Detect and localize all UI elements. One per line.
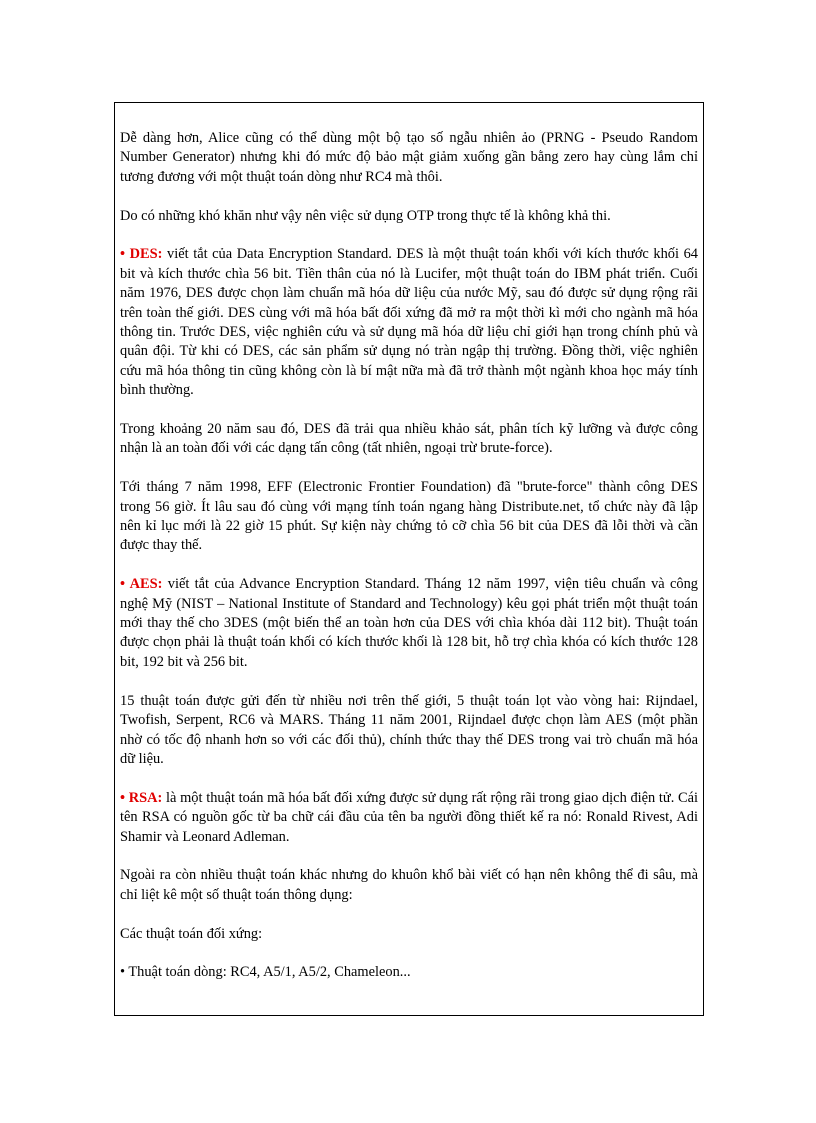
des-term: • DES: (120, 246, 163, 263)
rsa-term: • RSA: (120, 789, 163, 806)
page-frame (114, 102, 704, 1016)
document-body (120, 129, 698, 983)
paragraph-otp: Do có những khó khăn như vậy nên việc sử dụng OTP trong thực tế là không khả thi. (120, 207, 611, 224)
paragraph-des-analysis: Trong khoảng 20 năm sau đó, DES đã trải qua nhiều khảo sát, phân tích kỹ lưỡng và được công nhận là an toàn đối với các dạng tấn công (tất nhiên, ngoại trừ brute-force). (120, 421, 698, 457)
paragraph-prng: Dễ dàng hơn, Alice cũng có thể dùng một bộ tạo số ngẫu nhiên ảo (PRNG - Pseudo Random Number Generator) nhưng khi đó mức độ bảo mật giảm xuống gần bằng zero hay cùng lắm chỉ tương đương với một thuật toán dòng như RC4 mà thôi. (120, 130, 698, 185)
paragraph-des (120, 245, 698, 400)
aes-description: viết tắt của Advance Encryption Standard. Tháng 12 năm 1997, viện tiêu chuẩn và công nghệ Mỹ (NIST – National Institute of Standard and Technology) kêu gọi phát triển một thuật toán mới thay thế cho 3DES (một biến thể an toàn hơn của DES với chìa khóa dài 112 bit). Thuật toán được chọn phải là thuật toán khối có kích thước khối là 128 bit, hỗ trợ chìa khóa có kích thước 128 bit, 192 bit và 256 bit. (120, 576, 698, 670)
paragraph-symmetric-heading: Các thuật toán đối xứng: (120, 925, 263, 942)
paragraph-stream-ciphers: • Thuật toán dòng: RC4, A5/1, A5/2, Chameleon... (120, 964, 411, 981)
rsa-description: là một thuật toán mã hóa bất đối xứng được sử dụng rất rộng rãi trong giao dịch điện tử. Cái tên RSA có nguồn gốc từ ba chữ cái đầu của tên ba người đồng thiết kế ra nó: Ronald Rivest, Adi Shamir và Leonard Adleman. (120, 789, 699, 845)
paragraph-aes-selection: 15 thuật toán được gửi đến từ nhiều nơi trên thế giới, 5 thuật toán lọt vào vòng hai: Rijndael, Twofish, Serpent, RC6 và MARS. Tháng 11 năm 2001, Rijndael được chọn làm AES (một phần nhờ có tốc độ nhanh hơn so với các đối thủ), chính thức thay thế DES trong vai trò chuẩn mã hóa dữ liệu. (120, 692, 698, 767)
paragraph-other-algorithms: Ngoài ra còn nhiều thuật toán khác nhưng do khuôn khổ bài viết có hạn nên không thể đi sâu, mà chỉ liệt kê một số thuật toán thông dụng: (120, 867, 698, 903)
des-description: viết tắt của Data Encryption Standard. DES là một thuật toán khối với kích thước khối 64 bit và kích thước chìa 56 bit. Tiền thân của nó là Lucifer, một thuật toán do IBM phát triển. Cuối năm 1976, DES được chọn làm chuẩn mã hóa dữ liệu của nước Mỹ, sau đó được sử dụng rộng rãi trên toàn thế giới. DES cùng với mã hóa bất đối xứng đã mở ra một thời kì mới cho ngành mã hóa thông tin. Trước DES, việc nghiên cứu và sử dụng mã hóa dữ liệu chỉ giới hạn trong chính phủ và quân đội. Từ khi có DES, các sản phẩm sử dụng nó tràn ngập thị trường. Đồng thời, việc nghiên cứu mã hóa thông tin cũng không còn là bí mật nữa mà đã trở thành một ngành khoa học máy tính bình thường. (120, 246, 698, 399)
paragraph-aes (120, 575, 698, 672)
aes-term: • AES: (120, 576, 163, 593)
paragraph-rsa (120, 789, 698, 847)
paragraph-des-bruteforce: Tới tháng 7 năm 1998, EFF (Electronic Frontier Foundation) đã "brute-force" thành công DES trong 56 giờ. Ít lâu sau đó cùng với mạng tính toán ngang hàng Distribute.net, tổ chức này đã lập nên kỉ lục mới là 22 giờ 15 phút. Sự kiện này chứng tỏ cỡ chìa 56 bit của DES đã lỗi thời và cần được thay thế. (120, 479, 698, 554)
